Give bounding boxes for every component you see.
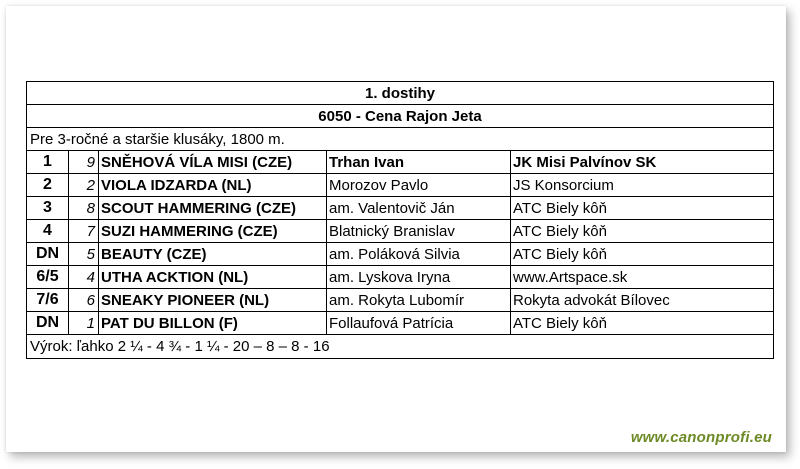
driver-cell: am. Lyskova Iryna xyxy=(327,266,511,288)
race-results-table xyxy=(26,81,774,359)
owner-cell: ATC Biely kôň xyxy=(513,222,607,240)
horse-cell: BEAUTY (CZE) xyxy=(99,243,327,265)
driver-cell: Morozov Pavlo xyxy=(327,174,511,196)
horse-cell: UTHA ACKTION (NL) xyxy=(99,266,327,288)
table-row xyxy=(27,243,773,266)
table-row xyxy=(27,289,773,312)
number-cell: 1 xyxy=(69,312,99,334)
race-title: 1. dostihy xyxy=(27,82,773,105)
table-row xyxy=(27,220,773,243)
number-cell: 2 xyxy=(69,174,99,196)
driver-cell: Blatnický Branislav xyxy=(327,220,511,242)
place-cell: 3 xyxy=(27,197,69,219)
race-conditions: Pre 3-ročné a staršie klusáky, 1800 m. xyxy=(27,128,773,151)
driver-cell: am. Valentovič Ján xyxy=(327,197,511,219)
document-card xyxy=(6,6,786,452)
driver-cell: Trhan Ivan xyxy=(327,151,511,173)
table-row xyxy=(27,174,773,197)
place-cell: DN xyxy=(27,312,69,334)
driver-cell: am. Rokyta Lubomír xyxy=(327,289,511,311)
place-cell: 2 xyxy=(27,174,69,196)
owner-cell: Rokyta advokát Bílovec xyxy=(513,291,670,309)
owner-cell: JS Konsorcium xyxy=(513,176,614,194)
horse-cell: VIOLA IDZARDA (NL) xyxy=(99,174,327,196)
table-row xyxy=(27,266,773,289)
owner-cell: ATC Biely kôň xyxy=(513,314,607,332)
number-cell: 9 xyxy=(69,151,99,173)
horse-cell: PAT DU BILLON (F) xyxy=(99,312,327,334)
horse-cell: SNĚHOVÁ VÍLA MISI (CZE) xyxy=(99,151,327,173)
owner-cell: ATC Biely kôň xyxy=(513,245,607,263)
number-cell: 8 xyxy=(69,197,99,219)
watermark: www.canonprofi.eu xyxy=(630,429,772,446)
owner-cell: JK Misi Palvínov SK xyxy=(513,153,657,171)
horse-cell: SCOUT HAMMERING (CZE) xyxy=(99,197,327,219)
number-cell: 7 xyxy=(69,220,99,242)
table-row xyxy=(27,197,773,220)
place-cell: 6/5 xyxy=(27,266,69,288)
table-row xyxy=(27,151,773,174)
owner-cell: www.Artspace.sk xyxy=(513,268,628,286)
number-cell: 5 xyxy=(69,243,99,265)
place-cell: 4 xyxy=(27,220,69,242)
place-cell: 7/6 xyxy=(27,289,69,311)
race-margins: Výrok: ľahko 2 ¼ - 4 ¾ - 1 ¼ - 20 – 8 – 8 - 16 xyxy=(30,338,330,355)
number-cell: 6 xyxy=(69,289,99,311)
table-row xyxy=(27,312,773,335)
driver-cell: am. Poláková Silvia xyxy=(327,243,511,265)
horse-cell: SUZI HAMMERING (CZE) xyxy=(99,220,327,242)
owner-cell: ATC Biely kôň xyxy=(513,199,607,217)
horse-cell: SNEAKY PIONEER (NL) xyxy=(99,289,327,311)
race-subtitle: 6050 - Cena Rajon Jeta xyxy=(27,105,773,128)
place-cell: DN xyxy=(27,243,69,265)
place-cell: 1 xyxy=(27,151,69,173)
driver-cell: Follaufová Patrícia xyxy=(327,312,511,334)
number-cell: 4 xyxy=(69,266,99,288)
